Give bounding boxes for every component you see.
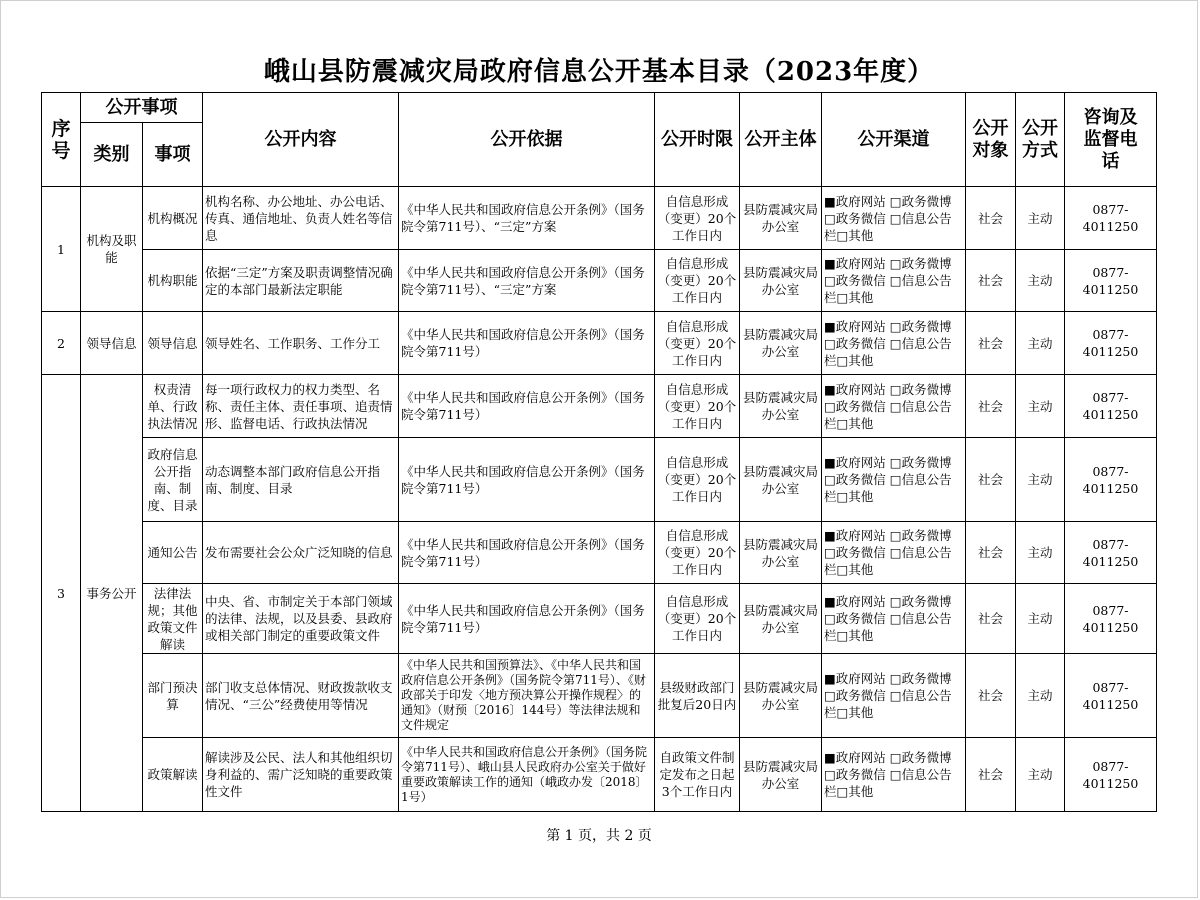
row-target: 社会: [966, 654, 1016, 738]
row-basis: 《中华人民共和国政府信息公开条例》（国务院令第711号）: [399, 522, 655, 584]
row-phone: 0877-4011250: [1065, 250, 1157, 312]
row-time-limit: 自信息形成（变更）20个工作日内: [655, 375, 740, 438]
row-mode: 主动: [1016, 654, 1065, 738]
row-time-limit: 县级财政部门批复后20日内: [655, 654, 740, 738]
header-mode: 公开方式: [1016, 93, 1065, 187]
row-channel: ■政府网站 □政务微博□政务微信 □信息公告栏□其他: [822, 187, 966, 250]
table-row: [42, 738, 1157, 812]
row-phone: 0877-4011250: [1065, 738, 1157, 812]
row-basis: 《中华人民共和国预算法》、《中华人民共和国政府信息公开条例》（国务院令第711号）、《财政部关于印发〈地方预决算公开操作规程〉的通知》（财预〔2016〕144号）等法律法规和文件规定: [399, 654, 655, 738]
row-basis: 《中华人民共和国政府信息公开条例》（国务院令第711号）、“三定”方案: [399, 187, 655, 250]
header-phone: 咨询及监督电话: [1065, 93, 1157, 187]
row-subject: 县防震减灾局办公室: [740, 438, 822, 522]
row-channel: ■政府网站 □政务微博□政务微信 □信息公告栏□其他: [822, 738, 966, 812]
row-phone: 0877-4011250: [1065, 584, 1157, 654]
page-footer: 第 1 页，共 2 页: [546, 828, 652, 844]
row-channel: ■政府网站 □政务微博□政务微信 □信息公告栏□其他: [822, 522, 966, 584]
row-target: 社会: [966, 584, 1016, 654]
row-subject: 县防震减灾局办公室: [740, 187, 822, 250]
row-content: 中央、省、市制定关于本部门领域的法律、法规，以及县委、县政府或相关部门制定的重要政策文件: [203, 584, 399, 654]
row-channel: ■政府网站 □政务微博□政务微信 □信息公告栏□其他: [822, 654, 966, 738]
header-content: 公开内容: [203, 93, 399, 187]
row-category: 领导信息: [81, 312, 143, 375]
row-time-limit: 自信息形成（变更）20个工作日内: [655, 522, 740, 584]
row-item: 通知公告: [143, 522, 203, 584]
row-phone: 0877-4011250: [1065, 654, 1157, 738]
row-target: 社会: [966, 312, 1016, 375]
header-subject: 公开主体: [740, 93, 822, 187]
header-item-group: 公开事项: [81, 93, 203, 123]
row-content: 部门收支总体情况、财政拨款收支情况、“三公”经费使用等情况: [203, 654, 399, 738]
table-row: [42, 584, 1157, 654]
row-subject: 县防震减灾局办公室: [740, 654, 822, 738]
page-title: 峨山县防震减灾局政府信息公开基本目录（2023年度）: [263, 57, 935, 87]
row-phone: 0877-4011250: [1065, 522, 1157, 584]
row-time-limit: 自信息形成（变更）20个工作日内: [655, 312, 740, 375]
row-content: 每一项行政权力的权力类型、名称、责任主体、责任事项、追责情形、监督电话、行政执法情况: [203, 375, 399, 438]
row-content: 动态调整本部门政府信息公开指南、制度、目录: [203, 438, 399, 522]
row-phone: 0877-4011250: [1065, 375, 1157, 438]
row-time-limit: 自信息形成（变更）20个工作日内: [655, 187, 740, 250]
row-item: 机构概况: [143, 187, 203, 250]
header-basis: 公开依据: [399, 93, 655, 187]
row-seq: 3: [42, 375, 81, 812]
catalog-table: [41, 92, 1157, 812]
row-mode: 主动: [1016, 375, 1065, 438]
row-content: 领导姓名、工作职务、工作分工: [203, 312, 399, 375]
row-subject: 县防震减灾局办公室: [740, 312, 822, 375]
table-row: [42, 187, 1157, 250]
row-content: 依据“三定”方案及职责调整情况确定的本部门最新法定职能: [203, 250, 399, 312]
row-subject: 县防震减灾局办公室: [740, 375, 822, 438]
row-mode: 主动: [1016, 584, 1065, 654]
table-row: [42, 250, 1157, 312]
row-basis: 《中华人民共和国政府信息公开条例》（国务院令第711号）: [399, 438, 655, 522]
row-target: 社会: [966, 738, 1016, 812]
table-row: [42, 312, 1157, 375]
row-phone: 0877-4011250: [1065, 438, 1157, 522]
row-target: 社会: [966, 250, 1016, 312]
table-row: [42, 375, 1157, 438]
row-target: 社会: [966, 187, 1016, 250]
row-item: 部门预决算: [143, 654, 203, 738]
row-category: 机构及职能: [81, 187, 143, 312]
row-basis: 《中华人民共和国政府信息公开条例》（国务院令第711号）: [399, 312, 655, 375]
table-row: [42, 654, 1157, 738]
header-channel: 公开渠道: [822, 93, 966, 187]
header-target: 公开对象: [966, 93, 1016, 187]
row-channel: ■政府网站 □政务微博□政务微信 □信息公告栏□其他: [822, 312, 966, 375]
row-channel: ■政府网站 □政务微博□政务微信 □信息公告栏□其他: [822, 250, 966, 312]
row-subject: 县防震减灾局办公室: [740, 738, 822, 812]
row-seq: 1: [42, 187, 81, 312]
row-item: 法律法规；其他政策文件解读: [143, 584, 203, 654]
row-target: 社会: [966, 522, 1016, 584]
row-basis: 《中华人民共和国政府信息公开条例》（国务院令第711号）、峨山县人民政府办公室关于做好重要政策解读工作的通知（峨政办发〔2018〕1号）: [399, 738, 655, 812]
row-subject: 县防震减灾局办公室: [740, 522, 822, 584]
header-category: 类别: [81, 123, 143, 187]
row-content: 发布需要社会公众广泛知晓的信息: [203, 522, 399, 584]
row-mode: 主动: [1016, 738, 1065, 812]
header-seq: 序号: [42, 93, 81, 187]
table-row: [42, 438, 1157, 522]
row-subject: 县防震减灾局办公室: [740, 584, 822, 654]
row-phone: 0877-4011250: [1065, 187, 1157, 250]
row-mode: 主动: [1016, 187, 1065, 250]
row-target: 社会: [966, 375, 1016, 438]
row-time-limit: 自政策文件制定发布之日起3个工作日内: [655, 738, 740, 812]
header-item: 事项: [143, 123, 203, 187]
row-basis: 《中华人民共和国政府信息公开条例》（国务院令第711号）: [399, 584, 655, 654]
row-item: 领导信息: [143, 312, 203, 375]
row-mode: 主动: [1016, 250, 1065, 312]
row-phone: 0877-4011250: [1065, 312, 1157, 375]
row-subject: 县防震减灾局办公室: [740, 250, 822, 312]
row-time-limit: 自信息形成（变更）20个工作日内: [655, 250, 740, 312]
row-basis: 《中华人民共和国政府信息公开条例》（国务院令第711号）、“三定”方案: [399, 250, 655, 312]
row-time-limit: 自信息形成（变更）20个工作日内: [655, 584, 740, 654]
row-item: 机构职能: [143, 250, 203, 312]
row-item: 政府信息公开指南、制度、目录: [143, 438, 203, 522]
row-time-limit: 自信息形成（变更）20个工作日内: [655, 438, 740, 522]
row-channel: ■政府网站 □政务微博□政务微信 □信息公告栏□其他: [822, 584, 966, 654]
row-mode: 主动: [1016, 312, 1065, 375]
row-mode: 主动: [1016, 522, 1065, 584]
row-basis: 《中华人民共和国政府信息公开条例》（国务院令第711号）: [399, 375, 655, 438]
row-channel: ■政府网站 □政务微博□政务微信 □信息公告栏□其他: [822, 375, 966, 438]
row-channel: ■政府网站 □政务微博□政务微信 □信息公告栏□其他: [822, 438, 966, 522]
row-item: 权责清单、行政执法情况: [143, 375, 203, 438]
row-target: 社会: [966, 438, 1016, 522]
row-category: 事务公开: [81, 375, 143, 812]
row-content: 解读涉及公民、法人和其他组织切身利益的、需广泛知晓的重要政策性文件: [203, 738, 399, 812]
row-mode: 主动: [1016, 438, 1065, 522]
table-row: [42, 522, 1157, 584]
header-time-limit: 公开时限: [655, 93, 740, 187]
row-item: 政策解读: [143, 738, 203, 812]
row-seq: 2: [42, 312, 81, 375]
row-content: 机构名称、办公地址、办公电话、传真、通信地址、负责人姓名等信息: [203, 187, 399, 250]
